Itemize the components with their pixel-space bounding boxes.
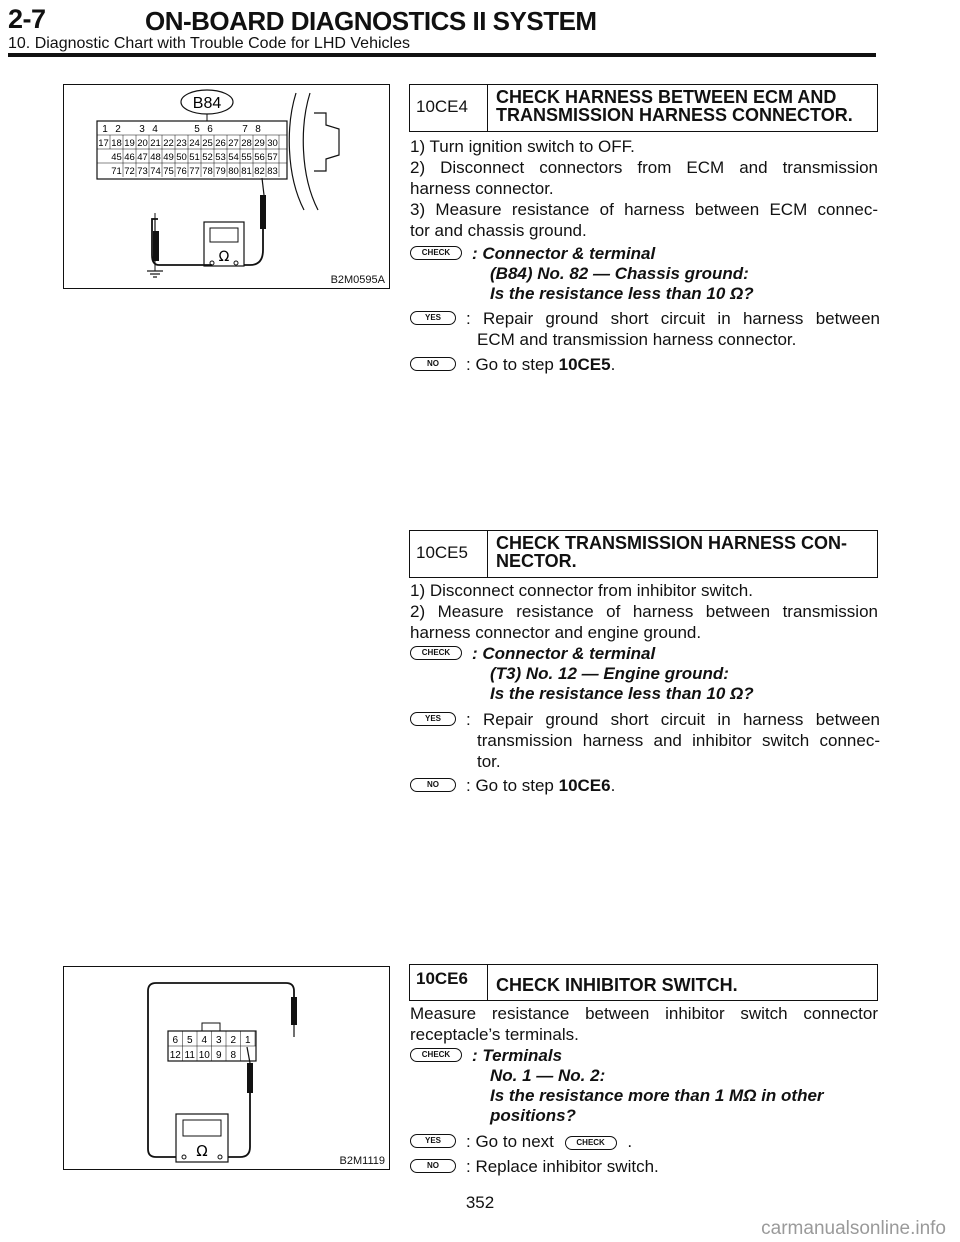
terminal-number: 10 [198, 1050, 210, 1061]
yes-answer: : Repair ground short circuit in harness between ECM and transmission harness connector. [466, 309, 880, 349]
terminal-number: 27 [228, 138, 239, 149]
watermark: carmanualsonline.info [761, 1218, 946, 1239]
step-instructions: Measure resistance between inhibitor switch connector receptacle’s terminals. [410, 1004, 878, 1044]
terminal-number: 49 [163, 152, 174, 163]
figure-caption: B2M1119 [339, 1155, 385, 1167]
meter-ohm-symbol: Ω [196, 1142, 208, 1160]
terminal-number: 28 [241, 138, 252, 149]
goto-step-link[interactable]: 10CE6 [558, 776, 611, 795]
terminal-number: 12 [169, 1050, 181, 1061]
terminal-number: 81 [241, 166, 252, 177]
terminal-number: 55 [241, 152, 252, 163]
terminal-number: 78 [202, 166, 213, 177]
terminal-number: 3 [139, 124, 145, 135]
terminal-number: 11 [184, 1050, 195, 1061]
terminal-number: 24 [189, 138, 200, 149]
terminal-number: 25 [202, 138, 213, 149]
no-badge: NO [410, 778, 456, 792]
terminal-number: 3 [215, 1035, 222, 1046]
check-question: : Terminals No. 1 — No. 2: Is the resistance more than 1 MΩ in other positions? [472, 1046, 824, 1125]
yes-badge: YES [410, 1134, 456, 1148]
terminal-number: 4 [201, 1035, 208, 1046]
terminal-number: 1 [244, 1035, 251, 1046]
terminal-number: 30 [267, 138, 278, 149]
step-code: 10CE6 [410, 965, 488, 1000]
terminal-number: 2 [230, 1035, 237, 1046]
figure-inhibitor-switch [63, 966, 390, 1170]
step-box-10ce4 [409, 84, 878, 132]
check-badge: CHECK [410, 246, 462, 260]
yes-badge: YES [410, 712, 456, 726]
terminal-number: 57 [267, 152, 278, 163]
section-title: ON-BOARD DIAGNOSTICS II SYSTEM [145, 6, 597, 36]
no-badge: NO [410, 357, 456, 371]
terminal-number: 74 [150, 166, 161, 177]
no-answer: : Go to step 10CE5. [466, 355, 616, 374]
meter-ohm-symbol: Ω [218, 249, 230, 265]
check-badge: CHECK [410, 1048, 462, 1062]
terminal-number: 29 [254, 138, 265, 149]
step-heading: CHECK TRANSMISSION HARNESS CON- NECTOR. [496, 533, 848, 571]
terminal-number: 6 [172, 1035, 179, 1046]
terminal-number: 2 [115, 124, 121, 135]
terminal-number: 72 [124, 166, 135, 177]
step-instructions: 1) Turn ignition switch to OFF. 2) Disconnect connectors from ECM and transmission harness connector. 3) Measure resistance of harness between ECM connec- tor and chassis ground. [410, 137, 878, 240]
connector-label-b84: B84 [192, 95, 222, 112]
terminal-number: 51 [189, 152, 200, 163]
terminal-number: 82 [254, 166, 265, 177]
terminal-number: 19 [124, 138, 135, 149]
terminal-number: 56 [254, 152, 265, 163]
terminal-number: 53 [215, 152, 226, 163]
step-code: 10CE4 [410, 85, 488, 131]
terminal-number: 73 [137, 166, 148, 177]
step-heading: CHECK INHIBITOR SWITCH. [496, 975, 738, 995]
terminal-number: 22 [163, 138, 174, 149]
check-badge-inline: CHECK [565, 1136, 617, 1150]
page-number: 352 [465, 1193, 495, 1212]
step-heading: CHECK HARNESS BETWEEN ECM AND TRANSMISSION HARNESS CONNECTOR. [496, 87, 853, 125]
inhibitor-switch-diagram [64, 967, 389, 1169]
terminal-number: 76 [176, 166, 187, 177]
terminal-number: 46 [124, 152, 135, 163]
figure-caption: B2M0595A [330, 274, 385, 286]
terminal-number: 50 [176, 152, 187, 163]
terminal-number: 48 [150, 152, 161, 163]
terminal-number: 47 [137, 152, 148, 163]
terminal-number: 77 [189, 166, 200, 177]
terminal-number: 79 [215, 166, 226, 177]
terminal-number: 23 [176, 138, 187, 149]
check-question: : Connector & terminal (B84) No. 82 — Chassis ground: Is the resistance less than 10 Ω? [472, 244, 754, 303]
terminal-number: 18 [111, 138, 122, 149]
no-answer: : Replace inhibitor switch. [466, 1157, 659, 1176]
terminal-number: 4 [152, 124, 158, 135]
terminal-number: 20 [137, 138, 148, 149]
terminal-number: 1 [102, 124, 108, 135]
section-number: 2-7 [8, 4, 46, 34]
section-subtitle: 10. Diagnostic Chart with Trouble Code for LHD Vehicles [8, 35, 410, 52]
terminal-number: 52 [202, 152, 213, 163]
header-rule [8, 53, 876, 57]
yes-badge: YES [410, 311, 456, 325]
terminal-number: 45 [111, 152, 122, 163]
terminal-number: 5 [186, 1035, 193, 1046]
yes-answer: : Repair ground short circuit in harness between transmission harness and inhibitor switch connec- tor. [466, 710, 880, 771]
check-question: : Connector & terminal (T3) No. 12 — Engine ground: Is the resistance less than 10 Ω? [472, 644, 754, 703]
terminal-number: 8 [230, 1050, 237, 1061]
step-box-10ce5 [409, 530, 878, 578]
terminal-number: 5 [194, 124, 200, 135]
terminal-number: 7 [242, 124, 248, 135]
step-box-10ce6 [409, 964, 878, 1001]
no-answer: : Go to step 10CE6. [466, 776, 616, 795]
step-instructions: 1) Disconnect connector from inhibitor switch. 2) Measure resistance of harness between transmission harness connector and engine ground. [410, 581, 878, 642]
terminal-number: 71 [111, 166, 122, 177]
step-code: 10CE5 [410, 531, 488, 577]
terminal-number: 75 [163, 166, 174, 177]
terminal-number: 8 [255, 124, 261, 135]
terminal-number: 6 [207, 124, 213, 135]
terminal-number: 9 [215, 1050, 222, 1061]
terminal-number: 80 [228, 166, 239, 177]
ecm-connector-diagram [64, 85, 389, 288]
terminal-number: 54 [228, 152, 239, 163]
figure-ecm-connector [63, 84, 390, 289]
terminal-number: 21 [150, 138, 161, 149]
goto-step-link[interactable]: 10CE5 [558, 355, 611, 374]
terminal-number: 26 [215, 138, 226, 149]
terminal-number: 83 [267, 166, 278, 177]
no-badge: NO [410, 1159, 456, 1173]
check-badge: CHECK [410, 646, 462, 660]
yes-answer: : Go to next CHECK . [466, 1132, 633, 1151]
terminal-number: 17 [98, 138, 109, 149]
